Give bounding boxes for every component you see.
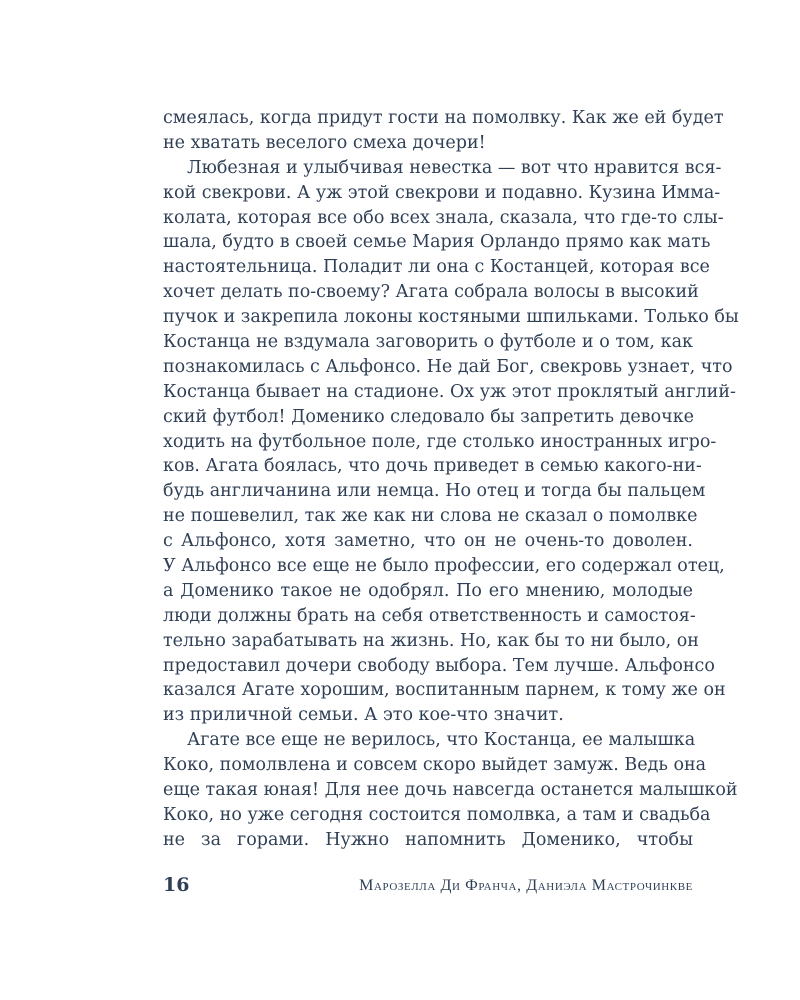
text-line: предоставил дочери свободу выбора. Тем лучше. Альфонсо: [163, 655, 715, 676]
text-line: кой свекрови. А уж этой свекрови и подавно. Кузина Имма-: [163, 182, 721, 203]
text-line: Агате все еще не верилось, что Костанца, ее малышка: [187, 730, 696, 751]
body-text: [163, 106, 739, 853]
text-line: а Доменико такое не одобрял. По его мнению, молодые: [163, 580, 693, 601]
text-line: ходить на футбольное поле, где столько иностранных игро-: [163, 431, 717, 452]
text-line: не пошевелил, так же как ни слова не сказал о помолвке: [163, 506, 698, 527]
text-line: смеялась, когда придут гости на помолвку. Как же ей будет: [163, 108, 724, 128]
text-line: Коко, но уже сегодня состоится помолвка, а там и свадьба: [163, 804, 711, 825]
text-line: пучок и закрепила локоны костяными шпильками. Только бы: [163, 307, 739, 328]
text-line: Любезная и улыбчивая невестка — вот что нравится вся-: [187, 157, 722, 178]
page-footer: [163, 874, 693, 902]
text-line: колата, которая все обо всех знала, сказала, что где-то слы-: [163, 207, 724, 228]
page-number: 16: [163, 874, 190, 896]
text-line: Костанца бывает на стадионе. Ох уж этот проклятый англий-: [163, 381, 736, 402]
text-line: еще такая юная! Для нее дочь навсегда останется малышкой: [163, 780, 738, 801]
text-line: из приличной семьи. А это кое-что значит.: [163, 705, 564, 726]
text-line: Коко, помолвлена и совсем скоро выйдет замуж. Ведь она: [163, 755, 707, 776]
text-line: люди должны брать на себя ответственность и самостоя-: [163, 605, 696, 626]
text-line: хочет делать по-своему? Агата собрала волосы в высокий: [163, 282, 699, 303]
text-line: У Альфонсо все еще не было профессии, его содержал отец,: [163, 556, 725, 577]
text-line: шала, будто в своей семье Мария Орландо прямо как мать: [163, 232, 711, 253]
running-head-authors: Марозелла Ди Франча, Даниэла Мастрочинкве: [359, 877, 693, 894]
text-line: будь англичанина или немца. Но отец и тогда бы пальцем: [163, 481, 706, 502]
text-line: ков. Агата боялась, что дочь приведет в семью какого-ни-: [163, 456, 702, 477]
text-line: казался Агате хорошим, воспитанным парнем, к тому же он: [163, 680, 726, 701]
text-line: Костанца не вздумала заговорить о футболе и о том, как: [163, 332, 693, 353]
text-line: тельно зарабатывать на жизнь. Но, как бы то ни было, он: [163, 630, 699, 651]
text-line: познакомилась с Альфонсо. Не дай Бог, свекровь узнает, что: [163, 356, 733, 377]
text-line: не хватать веселого смеха дочери!: [163, 132, 486, 153]
text-line: ский футбол! Доменико следовало бы запретить девочке: [163, 406, 694, 427]
text-line: не за горами. Нужно напомнить Доменико, чтобы: [163, 829, 693, 850]
text-line: настоятельница. Поладит ли она с Костанцей, которая все: [163, 257, 710, 278]
text-line: с Альфонсо, хотя заметно, что он не очень-то доволен.: [163, 531, 693, 552]
